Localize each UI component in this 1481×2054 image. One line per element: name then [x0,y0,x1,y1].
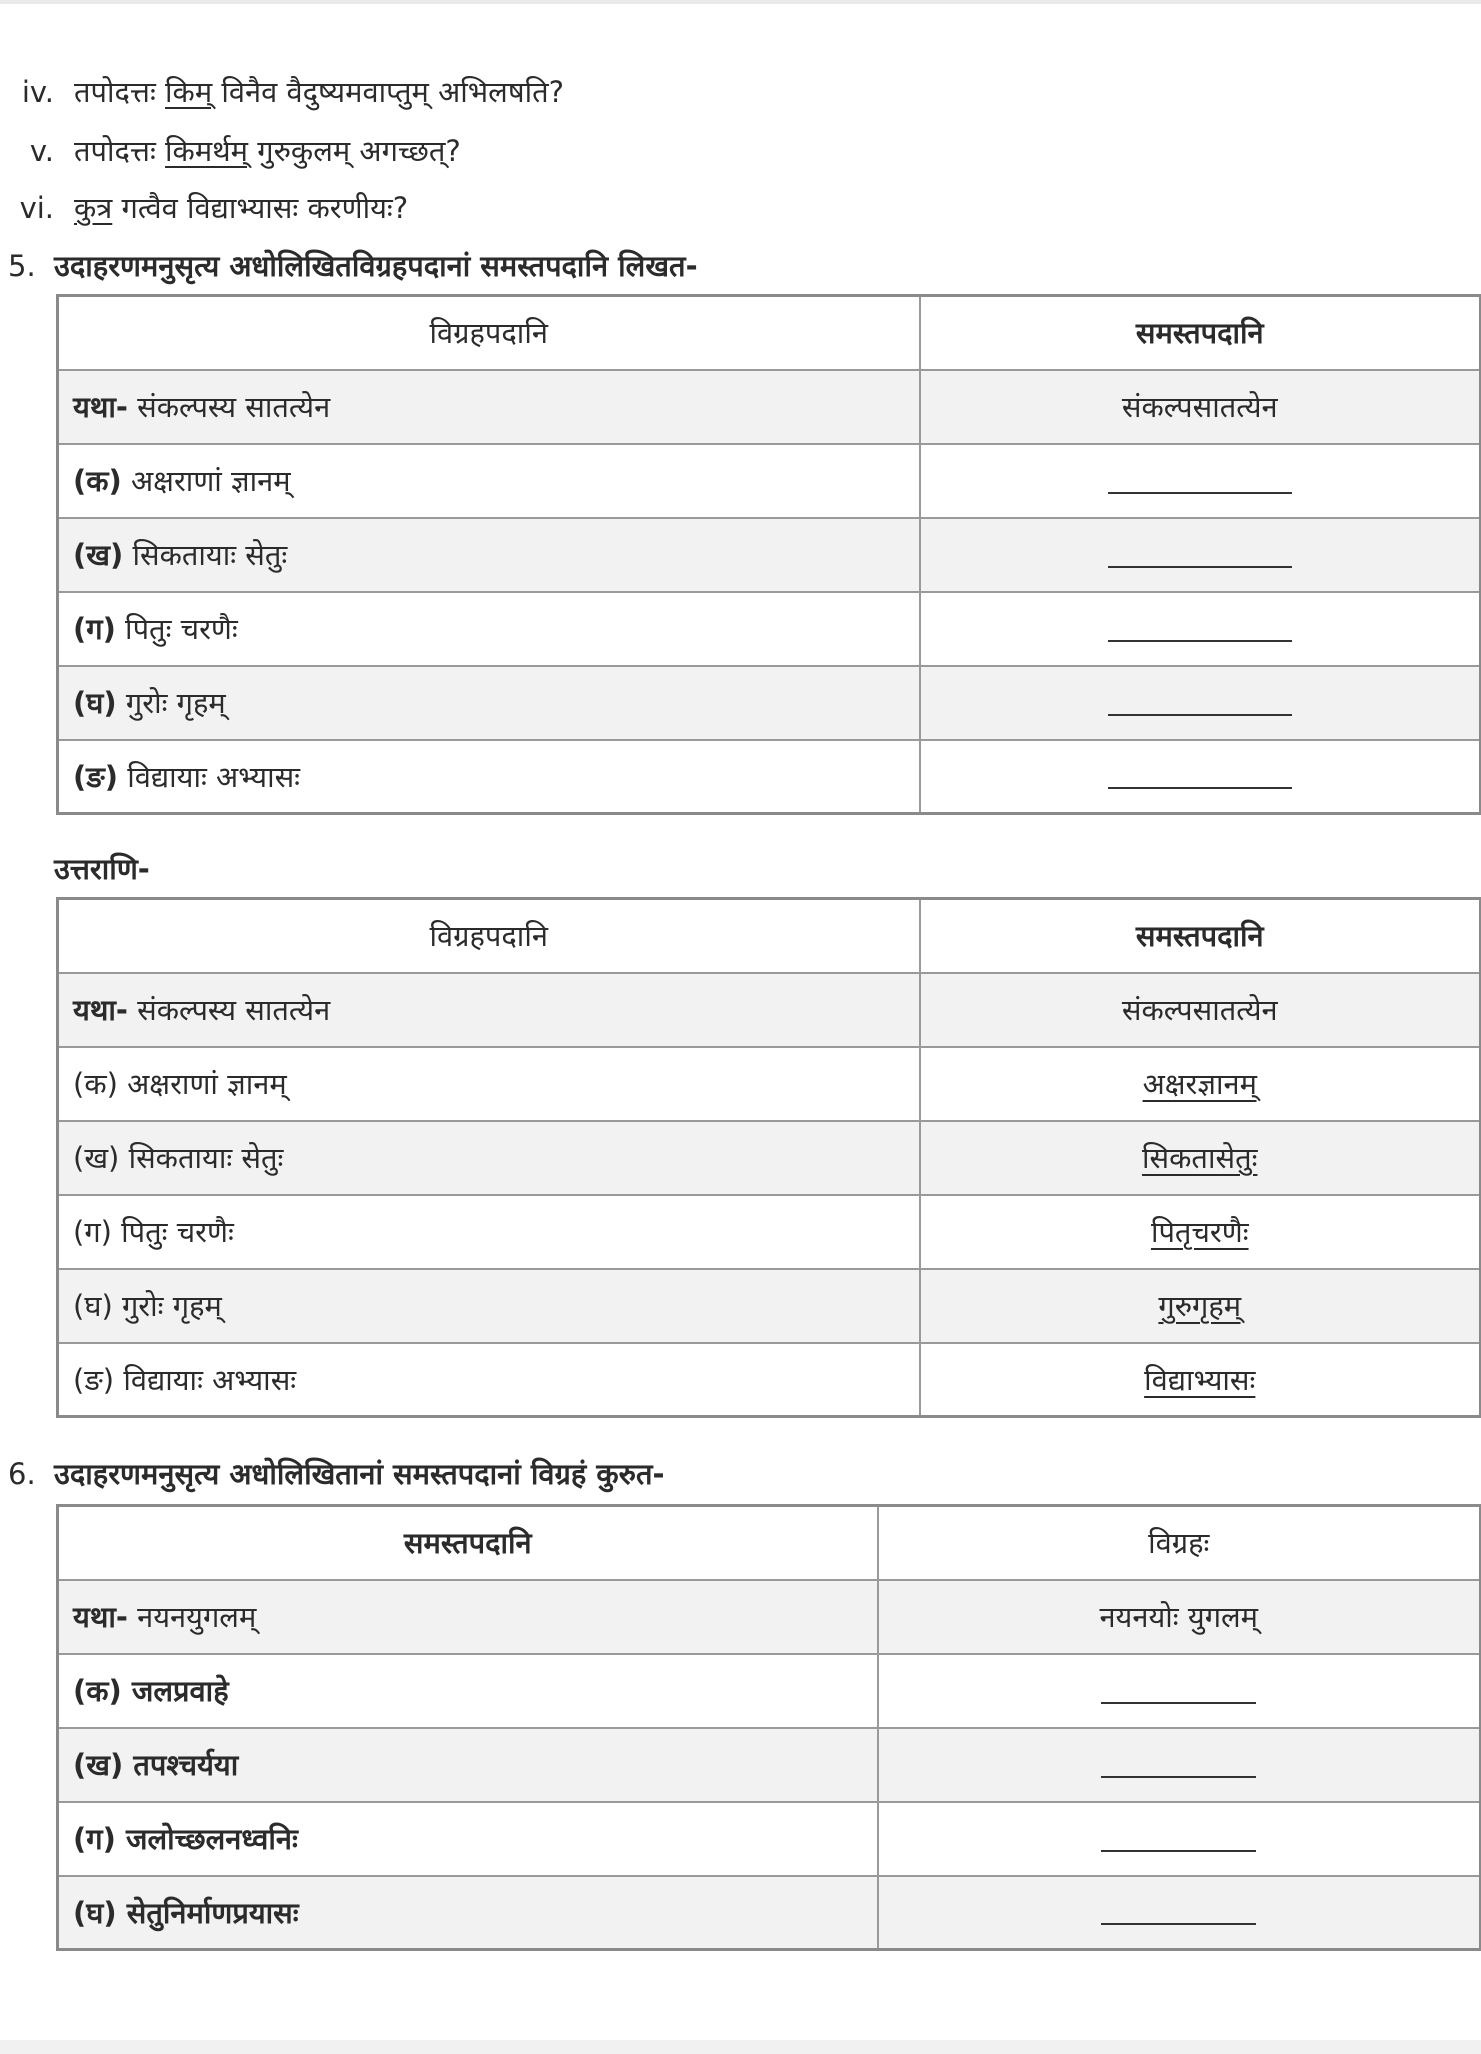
section-title: उदाहरणमनुसृत्य अधोलिखितानां समस्तपदानां विग्रहं कुरुत- [54,1457,665,1491]
answer-blank-cell [920,666,1481,740]
vigraha-cell [58,666,920,740]
answer-blank[interactable] [1101,1682,1256,1704]
question-text-post: गुरुकुलम् अगच्छत्? [248,134,461,168]
row-text: पितुः चरणैः [115,612,238,646]
table-row [58,666,1481,740]
answer-blank[interactable] [1108,694,1292,716]
answer-text: अक्षरज्ञानम् [1142,1067,1257,1101]
answer-blank-cell [920,518,1481,592]
example-cell [58,1580,878,1654]
bottom-border [0,2040,1481,2054]
section-number: 6. [8,1457,36,1491]
table-row [58,444,1481,518]
table-row [58,1047,1481,1121]
row-label: (क) [73,464,122,498]
table-row [58,518,1481,592]
table-header-row [58,1506,1481,1580]
example-text: संकल्पस्य सातत्येन [127,390,331,424]
samasta-cell [58,1876,878,1950]
samasta-cell [58,1654,878,1728]
row-label: (ख) [73,538,124,572]
row-text: अक्षराणां ज्ञानम् [121,464,291,498]
answer-cell [920,1195,1481,1269]
question-number: vi. [19,191,54,225]
example-answer: नयनयोः युगलम् [878,1580,1481,1654]
section-6-table [56,1504,1481,1951]
example-label: यथा- [73,993,128,1027]
question-text-post: गत्वैव विद्याभ्यासः करणीयः? [112,191,409,225]
question-text-post: विनैव वैदुष्यमवाप्तुम् अभिलषति? [212,75,565,109]
vigraha-cell [58,518,920,592]
section-5-heading [8,246,698,286]
row-label: (ङ) [73,759,118,794]
answer-blank[interactable] [1108,620,1292,642]
answer-blank[interactable] [1108,767,1292,789]
row-text: तपश्चर्यया [123,1748,239,1782]
table-row [58,1802,1481,1876]
question-underlined-word: कुत्र [74,191,113,225]
example-row [58,1580,1481,1654]
example-text: संकल्पस्य सातत्येन [127,993,331,1027]
answer-blank-cell [920,740,1481,814]
answer-cell [920,1047,1481,1121]
example-answer: संकल्पसातत्येन [920,973,1481,1047]
row-text: सेतुनिर्माणप्रयासः [116,1895,299,1930]
answer-text: पितृचरणैः [1150,1215,1249,1249]
answers-heading: उत्तराणि- [54,852,150,886]
vigraha-cell: (ख) सिकतायाः सेतुः [58,1121,920,1195]
example-cell [58,973,920,1047]
column-header-vigraha: विग्रहपदानि [58,296,920,370]
column-header-samasta: समस्तपदानि [58,1506,878,1580]
question-number: iv. [21,75,54,109]
answer-blank-cell [878,1654,1481,1728]
table-row [58,1728,1481,1802]
question-vi [0,188,408,228]
row-text: जलोच्छलनध्वनिः [115,1822,298,1856]
vigraha-cell: (क) अक्षराणां ज्ञानम् [58,1047,920,1121]
answer-blank[interactable] [1108,472,1292,494]
vigraha-cell [58,592,920,666]
vigraha-cell [58,740,920,814]
table-row [58,1269,1481,1343]
samasta-cell [58,1802,878,1876]
answer-cell [920,1343,1481,1417]
example-row [58,370,1481,444]
top-border [0,0,1481,4]
vigraha-cell: (ग) पितुः चरणैः [58,1195,920,1269]
answer-blank-cell [920,592,1481,666]
table-header-row [58,296,1481,370]
vigraha-cell [58,444,920,518]
example-text: नयनयुगलम् [127,1600,257,1634]
question-underlined-word: किमर्थम् [165,134,249,168]
table-row [58,1121,1481,1195]
table-row [58,1654,1481,1728]
row-text: सिकतायाः सेतुः [123,538,288,572]
row-label: (ख) [73,1748,124,1782]
example-label: यथा- [73,1600,128,1634]
answer-cell [920,1121,1481,1195]
vigraha-cell: (ङ) विद्यायाः अभ्यासः [58,1343,920,1417]
answer-text: गुरुगृहम् [1158,1289,1242,1323]
row-label: (ग) [73,612,116,646]
example-cell [58,370,920,444]
row-text: विद्यायाः अभ्यासः [117,759,301,794]
table-header-row [58,899,1481,973]
section-title: उदाहरणमनुसृत्य अधोलिखितविग्रहपदानां समस्तपदानि लिखत- [54,249,698,283]
row-label: (घ) [73,686,117,720]
example-row [58,973,1481,1047]
answers-table [56,897,1481,1418]
answer-blank-cell [878,1802,1481,1876]
section-number: 5. [8,249,36,283]
answer-blank-cell [878,1728,1481,1802]
example-answer: संकल्पसातत्येन [920,370,1481,444]
question-number: v. [29,134,54,168]
column-header-samasta: समस्तपदानि [920,296,1481,370]
answer-blank-cell [920,444,1481,518]
answer-blank[interactable] [1101,1830,1256,1852]
vigraha-cell: (घ) गुरोः गृहम् [58,1269,920,1343]
answer-blank[interactable] [1101,1756,1256,1778]
question-iv [0,72,564,112]
row-label: (घ) [73,1895,117,1930]
row-label: (ग) [73,1822,116,1856]
answer-blank[interactable] [1108,546,1292,568]
row-text: जलप्रवाहे [121,1674,229,1708]
example-label: यथा- [73,390,128,424]
section-5-table [56,294,1481,815]
row-text: गुरोः गृहम् [116,686,226,720]
answer-blank-cell [878,1876,1481,1950]
table-row [58,1343,1481,1417]
section-6-heading [8,1454,665,1494]
samasta-cell [58,1728,878,1802]
column-header-vigraha: विग्रहः [878,1506,1481,1580]
row-label: (क) [73,1674,122,1708]
answer-cell [920,1269,1481,1343]
answer-blank[interactable] [1101,1903,1256,1925]
question-text-pre: तपोदत्तः [74,75,166,109]
table-row [58,592,1481,666]
column-header-samasta: समस्तपदानि [920,899,1481,973]
table-row [58,1876,1481,1950]
table-row [58,740,1481,814]
answer-text: सिकतासेतुः [1142,1141,1258,1175]
question-v [0,131,461,171]
column-header-vigraha: विग्रहपदानि [58,899,920,973]
question-underlined-word: किम् [165,75,213,109]
answer-text: विद्याभ्यासः [1144,1362,1256,1397]
question-text-pre: तपोदत्तः [74,134,166,168]
table-row [58,1195,1481,1269]
